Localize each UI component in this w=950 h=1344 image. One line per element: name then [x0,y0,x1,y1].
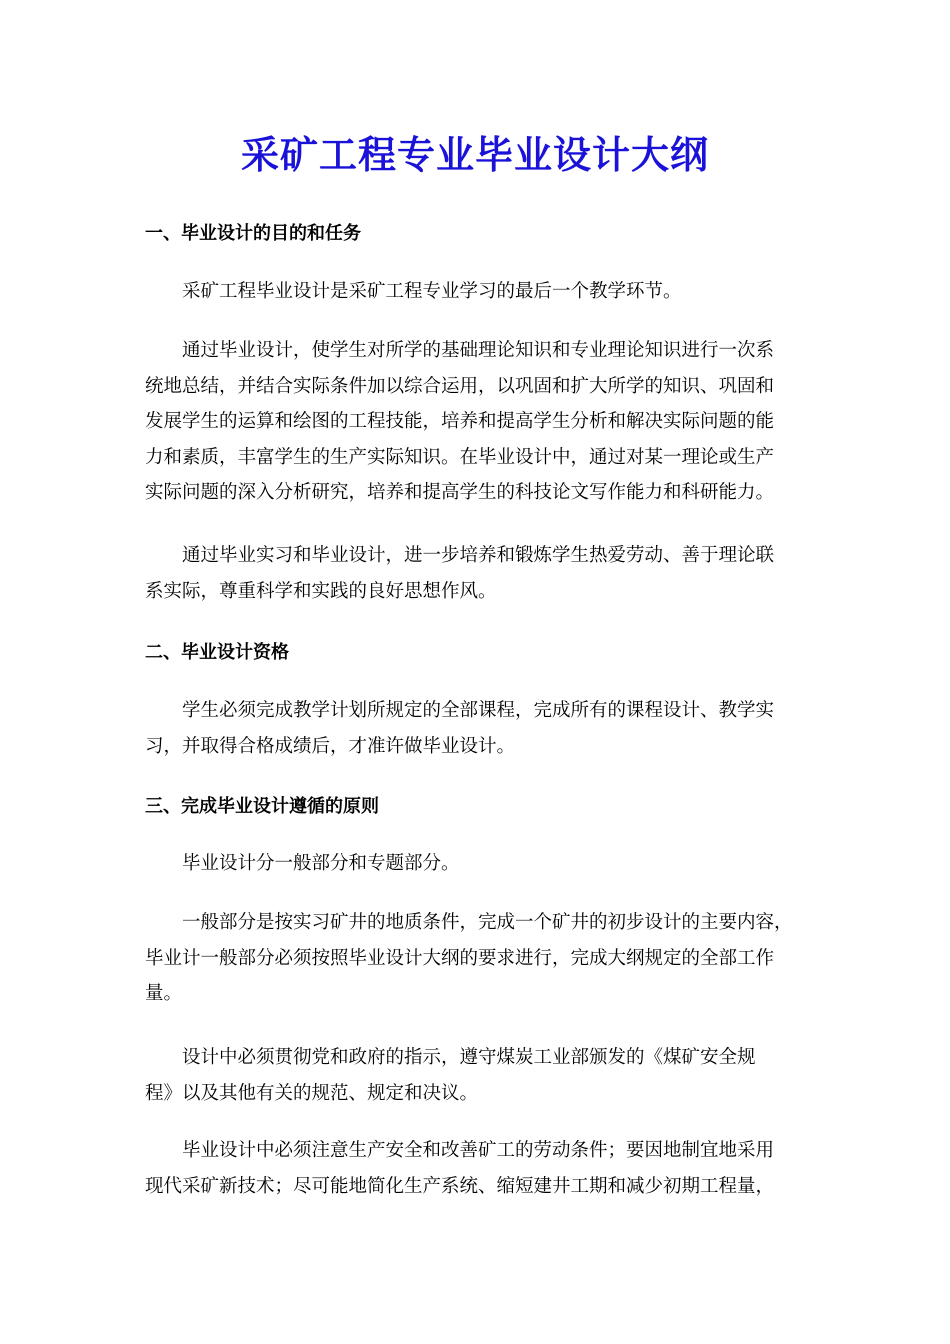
paragraph [145,1133,805,1204]
paragraph [145,846,805,882]
section-heading-3: 三、完成毕业设计遵循的原则 [145,796,379,817]
paragraph-line: 习，并取得合格成绩后，才准许做毕业设计。 [145,735,516,757]
paragraph-line: 发展学生的运算和绘图的工程技能，培养和提高学生分析和解决实际问题的能 [145,411,775,432]
paragraph-line: 设计中必须贯彻党和政府的指示，遵守煤炭工业部颁发的《煤矿安全规 [182,1047,756,1068]
paragraph-line: 通过毕业设计，使学生对所学的基础理论知识和专业理论知识进行一次系 [182,340,775,361]
paragraph-line: 量。 [145,983,183,1004]
section-heading-2: 二、毕业设计资格 [145,642,289,663]
paragraph-line: 统地总结，并结合实际条件加以综合运用，以巩固和扩大所学的知识、巩固和 [145,375,775,397]
paragraph-line: 力和素质，丰富学生的生产实际知识。在毕业设计中，通过对某一理论或生产 [145,446,775,468]
paragraph-line: 采矿工程毕业设计是采矿工程专业学习的最后一个教学环节。 [182,281,682,302]
paragraph-line: 系实际，尊重科学和实践的良好思想作风。 [145,580,497,602]
paragraph-line: 现代采矿新技术；尽可能地简化生产系统、缩短建井工期和减少初期工程量， [145,1175,775,1197]
paragraph-line: 学生必须完成教学计划所规定的全部课程，完成所有的课程设计、教学实 [182,700,775,721]
paragraph-line: 程》以及其他有关的规范、规定和决议。 [145,1082,479,1104]
paragraph-line: 通过毕业实习和毕业设计，进一步培养和锻炼学生热爱劳动、善于理论联 [182,545,775,566]
paragraph-line: 毕业设计分一般部分和专题部分。 [182,853,460,874]
paragraph-line: 实际问题的深入分析研究，培养和提高学生的科技论文写作能力和科研能力。 [145,482,775,503]
paragraph [145,538,805,609]
paragraph-line: 一般部分是按实习矿井的地质条件，完成一个矿井的初步设计的主要内容， [182,912,793,933]
paragraph [145,905,805,1012]
document-title: 采矿工程专业毕业设计大纲 [240,132,709,177]
section-heading-1: 一、毕业设计的目的和任务 [145,223,361,244]
paragraph [145,333,805,511]
paragraph-line: 毕业设计中必须注意生产安全和改善矿工的劳动条件；要因地制宜地采用 [182,1140,775,1161]
paragraph [145,693,805,764]
paragraph-line: 毕业计一般部分必须按照毕业设计大纲的要求进行，完成大纲规定的全部工作 [145,947,775,969]
paragraph [145,1040,805,1111]
paragraph [145,274,805,310]
